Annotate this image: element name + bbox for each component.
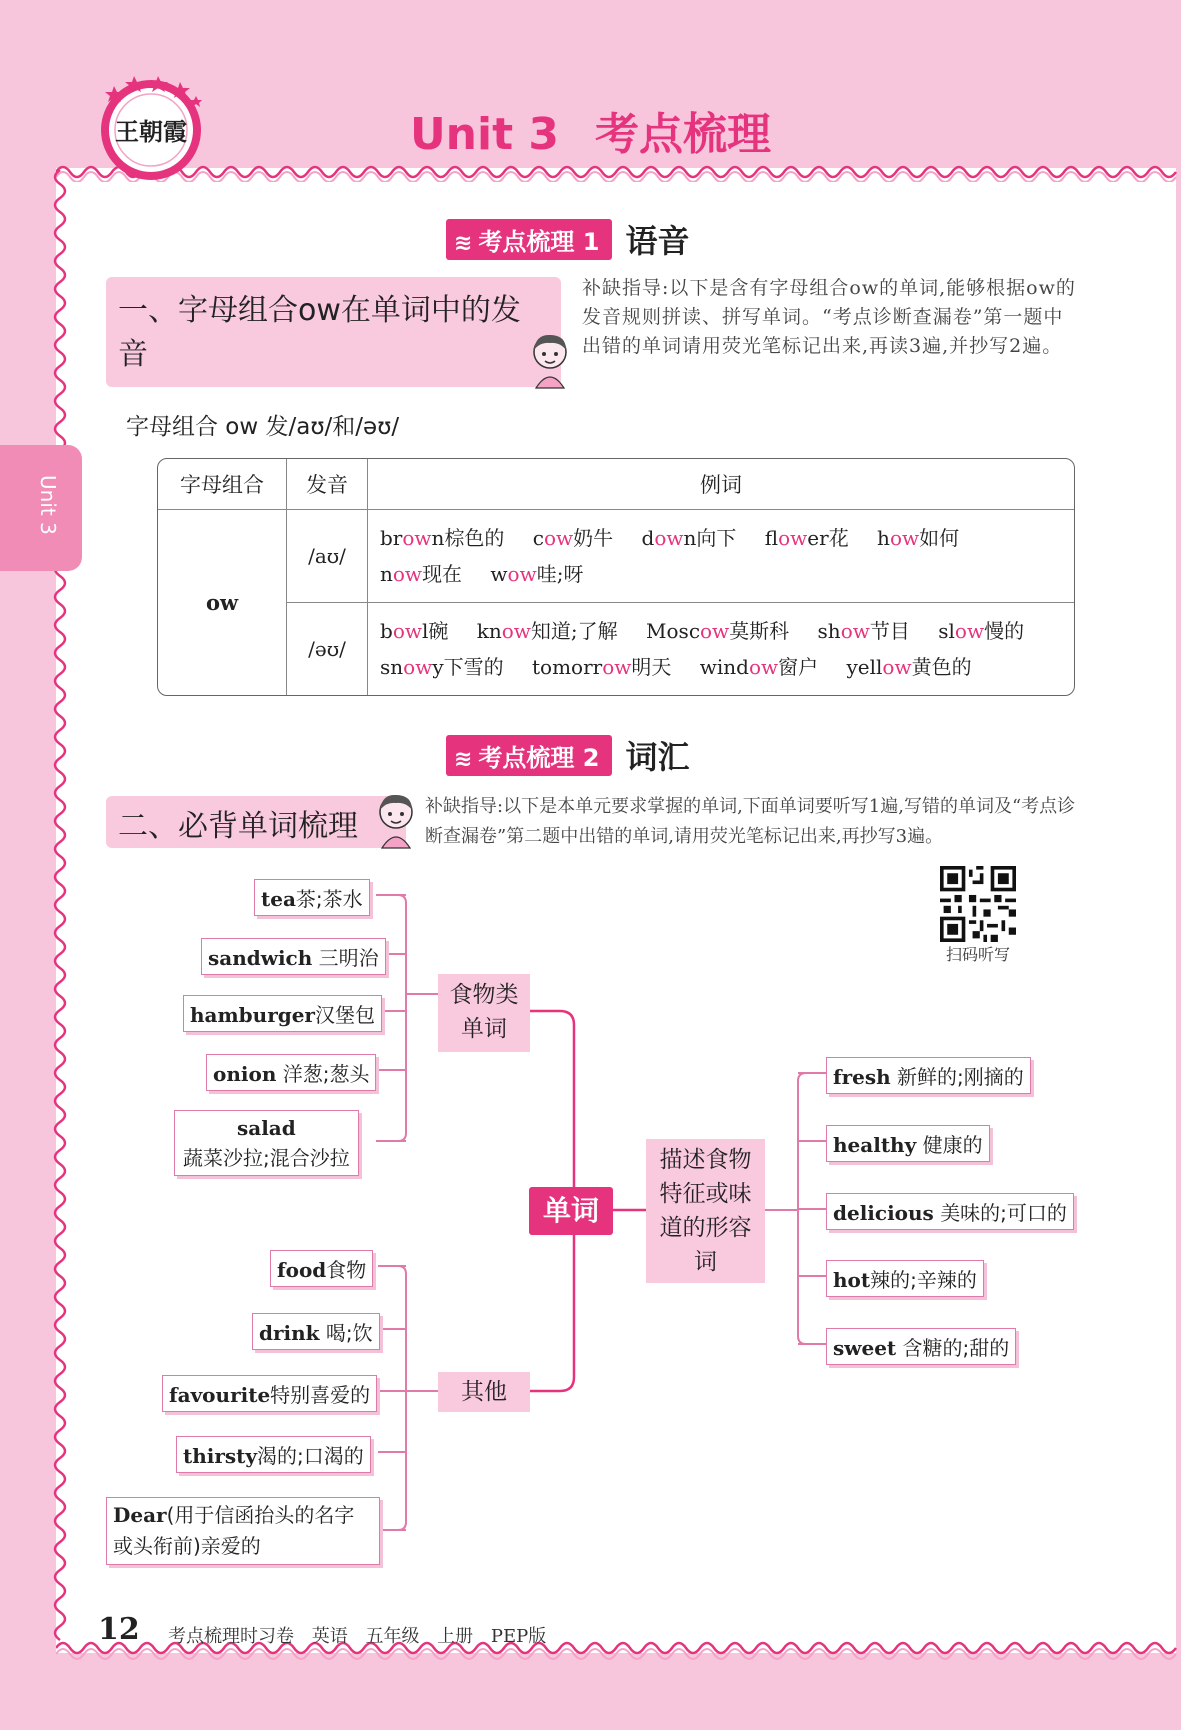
example-word (380, 562, 462, 586)
word-en: healthy (833, 1133, 917, 1157)
wave-icon: ≋ (454, 230, 473, 256)
word-en: delicious (833, 1201, 934, 1225)
example-word-suffix: er (807, 526, 829, 550)
word-card-fresh (826, 1057, 1031, 1094)
word-card-hamburger (183, 995, 382, 1032)
example-word-ow: ow (654, 526, 684, 550)
word-card-dear (106, 1497, 380, 1565)
word-en: Dear (113, 1503, 167, 1527)
example-word (532, 655, 671, 679)
example-word-ow: ow (700, 619, 730, 643)
category-other: 其他 (438, 1372, 530, 1412)
section1-guide: 补缺指导:以下是含有字母组合ow的单词,能够根据ow的发音规则拼读、拼写单词。“考点诊断查漏卷”第一题中出错的单词请用荧光笔标记出来,再读3遍,并抄写2遍。 (582, 277, 1076, 357)
example-word-ow: ow (392, 562, 423, 586)
example-word-meaning: 节目 (869, 619, 910, 643)
category-describe-label: 描述食物特征或味道的形容词 (659, 1147, 752, 1275)
word-en: fresh (833, 1065, 891, 1089)
unit-label: Unit 3 (409, 109, 560, 160)
word-en: drink (259, 1321, 320, 1345)
section2-badge (446, 735, 612, 776)
section2-subheading: 二、必背单词梳理 (118, 809, 358, 844)
example-word-suffix: n (683, 526, 697, 550)
side-tab-label: Unit 3 (36, 475, 60, 535)
example-word-prefix: w (490, 562, 508, 586)
word-en: thirsty (183, 1444, 258, 1468)
sound-cell: /aʊ/ (287, 510, 368, 603)
example-word (380, 655, 504, 679)
example-word-ow: ow (403, 655, 433, 679)
word-card-salad (174, 1110, 359, 1176)
word-en: onion (213, 1062, 277, 1086)
cartoon-girl-icon (526, 330, 574, 390)
section1-subheading-box (106, 277, 561, 387)
word-cn: 新鲜的;刚摘的 (897, 1065, 1024, 1089)
example-word-meaning: 哇;呀 (536, 562, 584, 586)
example-word-meaning: 如何 (919, 526, 960, 550)
wavy-border-left (46, 170, 70, 1650)
example-word-prefix: Mosc (646, 619, 701, 643)
side-unit-tab (0, 445, 82, 571)
examples-cell (368, 603, 1074, 695)
header-sound: 发音 (287, 459, 368, 510)
example-word (818, 619, 910, 643)
example-word-prefix: yell (846, 655, 883, 679)
mindmap-center: 单词 (529, 1187, 613, 1235)
section1-subheading: 一、字母组合ow在单词中的发音 (118, 293, 521, 372)
example-word-meaning: 棕色的 (444, 526, 505, 550)
section2-subheading-box (106, 796, 406, 848)
example-word (700, 655, 818, 679)
page-title-text: 考点梳理 (595, 109, 772, 160)
header-examples: 例词 (368, 459, 1074, 510)
section2-guide: 补缺指导:以下是本单元要求掌握的单词,下面单词要听写1遍,写错的单词及“考点诊断查漏卷”第二题中出错的单词,请用荧光笔标记出来,再抄写3遍。 (425, 796, 1076, 847)
word-cn: 特别喜爱的 (270, 1383, 371, 1407)
example-word (877, 526, 959, 550)
word-card-favourite (162, 1375, 377, 1412)
example-word-prefix: sl (938, 619, 955, 643)
category-describe (646, 1139, 765, 1283)
word-cn: 含糖的;甜的 (902, 1336, 1010, 1360)
word-card-healthy (826, 1125, 990, 1162)
word-en: salad (236, 1116, 296, 1140)
section1-badge-label: 考点梳理 1 (478, 227, 600, 256)
footer-text: 考点梳理时习卷 英语 五年级 上册 PEP版 (168, 1626, 547, 1647)
section2-badge-label: 考点梳理 2 (478, 743, 600, 772)
section1-badge (446, 219, 612, 260)
example-word-ow: ow (882, 655, 912, 679)
example-word-ow: ow (392, 619, 422, 643)
phonics-table (157, 458, 1075, 696)
page-title (0, 98, 1181, 162)
example-word (490, 562, 583, 586)
word-card-food (270, 1250, 373, 1287)
section1-rule: 字母组合 ow 发/aʊ/和/əʊ/ (126, 414, 400, 440)
table-header-row (158, 459, 1074, 510)
table-row (158, 603, 1074, 695)
example-word (646, 619, 789, 643)
example-word (765, 526, 849, 550)
example-word-ow: ow (840, 619, 870, 643)
example-word-prefix: h (877, 526, 890, 550)
word-cn: 健康的 (922, 1133, 983, 1157)
word-cn: 汉堡包 (314, 1003, 375, 1027)
cartoon-girl-icon (372, 790, 420, 850)
category-food (438, 974, 530, 1052)
section1-title: 语音 (625, 222, 690, 260)
section1-header (446, 216, 690, 260)
examples-cell (368, 510, 1074, 603)
example-word-prefix: n (380, 562, 393, 586)
word-card-thirsty (176, 1436, 371, 1473)
word-en: hot (833, 1268, 871, 1292)
example-word-prefix: sn (380, 655, 404, 679)
example-word-ow: ow (402, 526, 432, 550)
word-cn: 食物 (326, 1258, 367, 1282)
example-word-meaning: 慢的 (984, 619, 1025, 643)
example-word-prefix: d (641, 526, 655, 550)
example-word-suffix: n (431, 526, 445, 550)
example-word-prefix: kn (476, 619, 502, 643)
example-word-meaning: 花 (828, 526, 849, 550)
word-en: food (277, 1258, 327, 1282)
category-food-label: 食物类单词 (449, 982, 519, 1042)
word-cn: (用于信函抬头的名字或头衔前)亲爱的 (113, 1503, 355, 1558)
example-word-ow: ow (501, 619, 531, 643)
word-card-sweet (826, 1328, 1016, 1365)
example-word-prefix: b (380, 619, 393, 643)
word-card-onion (206, 1054, 376, 1091)
example-word-prefix: sh (817, 619, 841, 643)
example-word-meaning: 碗 (428, 619, 449, 643)
word-cn: 蔬菜沙拉;混合沙拉 (183, 1146, 350, 1170)
example-word-meaning: 现在 (422, 562, 463, 586)
word-en: tea (261, 887, 296, 911)
example-word-prefix: c (532, 526, 544, 550)
example-word-suffix: l (421, 619, 429, 643)
example-word-suffix: y (432, 655, 444, 679)
example-word (642, 526, 737, 550)
combo-cell: ow (158, 510, 287, 695)
example-word (380, 619, 448, 643)
example-word-meaning: 奶牛 (573, 526, 614, 550)
example-word (533, 526, 613, 550)
example-word (477, 619, 618, 643)
word-cn: 茶;茶水 (295, 887, 363, 911)
wave-icon: ≋ (454, 746, 473, 772)
word-card-drink (252, 1313, 380, 1350)
example-word (380, 526, 504, 550)
example-word-meaning: 黄色的 (911, 655, 972, 679)
example-word-meaning: 下雪的 (443, 655, 504, 679)
example-word-ow: ow (748, 655, 779, 679)
word-en: sandwich (208, 946, 313, 970)
example-word-ow: ow (544, 526, 574, 550)
sound-cell: /əʊ/ (287, 603, 368, 695)
example-word-meaning: 向下 (696, 526, 737, 550)
word-en: sweet (833, 1336, 897, 1360)
qr-code-icon[interactable] (940, 866, 1016, 942)
word-cn: 辣的;辛辣的 (870, 1268, 977, 1292)
qr-label: 扫码听写 (945, 945, 1010, 964)
word-cn: 洋葱;葱头 (282, 1062, 370, 1086)
example-word-ow: ow (778, 526, 808, 550)
section2-title: 词汇 (625, 738, 690, 776)
word-en: favourite (169, 1383, 271, 1407)
header-combo: 字母组合 (158, 459, 287, 510)
example-word (938, 619, 1024, 643)
example-word (846, 655, 971, 679)
example-word-ow: ow (507, 562, 537, 586)
page-number: 12 (98, 1612, 140, 1647)
example-word-meaning: 莫斯科 (729, 619, 790, 643)
table-row (158, 510, 1074, 603)
word-card-tea (254, 879, 370, 916)
word-card-hot (826, 1260, 984, 1297)
word-cn: 渴的;口渴的 (257, 1444, 364, 1468)
example-word-prefix: br (380, 526, 403, 550)
example-word-prefix: wind (699, 655, 749, 679)
word-cn: 喝;饮 (325, 1321, 373, 1345)
example-word-ow: ow (602, 655, 632, 679)
example-word-meaning: 窗户 (778, 655, 819, 679)
example-word-meaning: 明天 (631, 655, 672, 679)
word-cn: 美味的;可口的 (940, 1201, 1067, 1225)
word-card-delicious (826, 1193, 1074, 1230)
word-en: hamburger (190, 1003, 315, 1027)
section2-header (446, 732, 690, 776)
example-word-prefix: tomorr (532, 655, 603, 679)
example-word-prefix: fl (764, 526, 779, 550)
example-word-ow: ow (954, 619, 985, 643)
logo-text: 王朝霞 (115, 117, 187, 146)
word-card-sandwich (201, 938, 386, 975)
word-cn: 三明治 (318, 946, 379, 970)
example-word-meaning: 知道;了解 (530, 619, 618, 643)
example-word-ow: ow (889, 526, 920, 550)
